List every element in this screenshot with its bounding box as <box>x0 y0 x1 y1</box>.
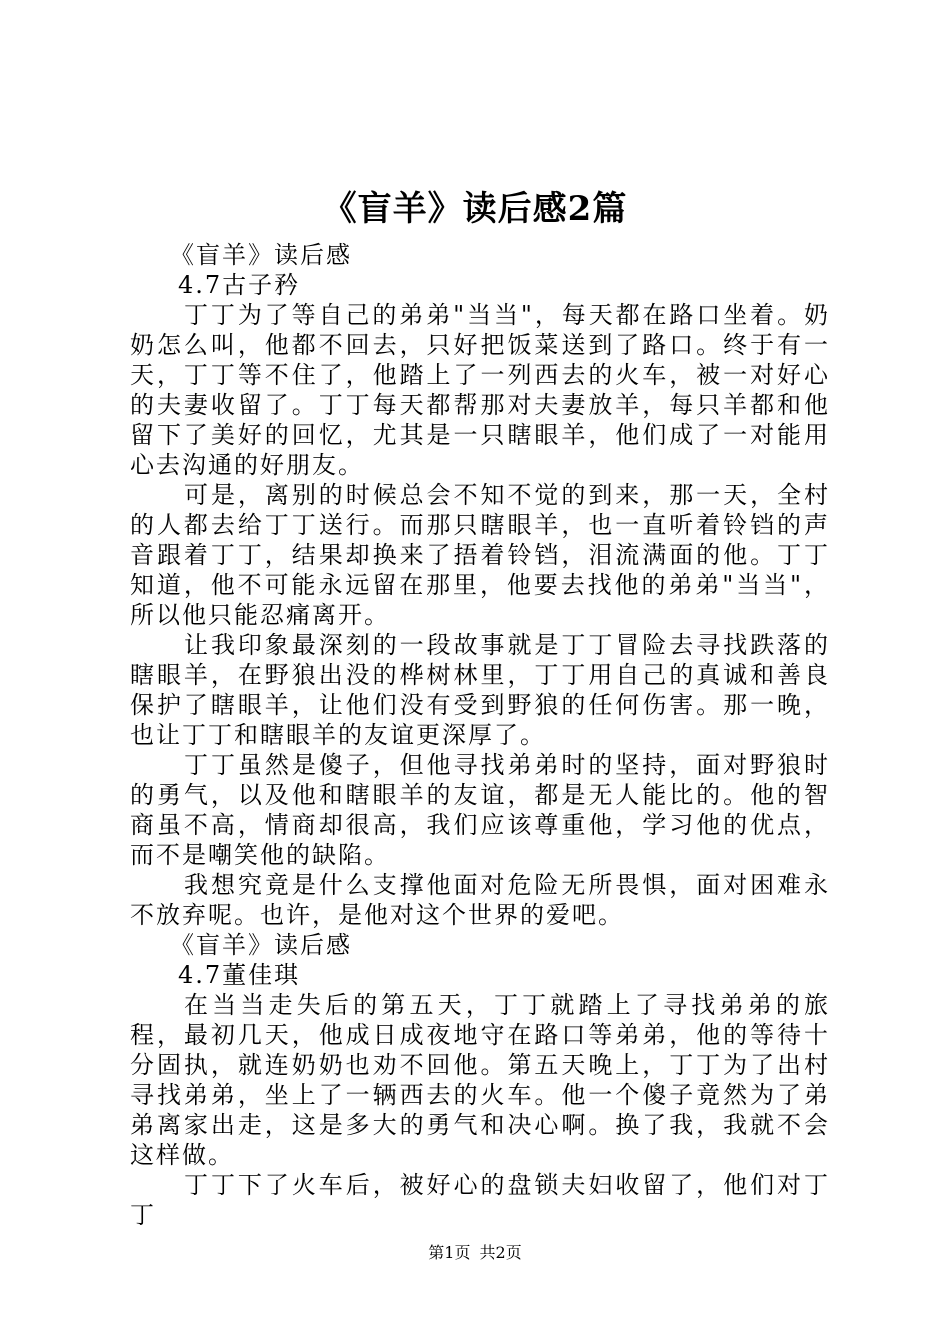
document-body <box>130 240 830 1230</box>
paragraph: 丁丁虽然是傻子，但他寻找弟弟时的坚持，面对野狼时的勇气，以及他和瞎眼羊的友谊，都是无人能比的。他的智商虽不高，情商却很高，我们应该尊重他，学习他的优点，而不是嘲笑他的缺陷。 <box>130 751 830 869</box>
paragraph: 可是，离别的时候总会不知不觉的到来，那一天，全村的人都去给丁丁送行。而那只瞎眼羊，也一直听着铃铛的声音跟着丁丁，结果却换来了捂着铃铛，泪流满面的他。丁丁知道，他不可能永远留在那里，他要去找他的弟弟"当当"，所以他只能忍痛离开。 <box>130 481 830 629</box>
paragraph: 丁丁下了火车后，被好心的盘锁夫妇收留了，他们对丁丁 <box>130 1171 830 1229</box>
paragraph: 让我印象最深刻的一段故事就是丁丁冒险去寻找跌落的瞎眼羊，在野狼出没的桦树林里，丁丁用自己的真诚和善良保护了瞎眼羊，让他们没有受到野狼的任何伤害。那一晚，也让丁丁和瞎眼羊的友谊更深厚了。 <box>130 631 830 749</box>
paragraph: 在当当走失后的第五天，丁丁就踏上了寻找弟弟的旅程，最初几天，他成日成夜地守在路口等弟弟，他的等待十分固执，就连奶奶也劝不回他。第五天晚上，丁丁为了出村寻找弟弟，坐上了一辆西去的火车。他一个傻子竟然为了弟弟离家出走，这是多大的勇气和决心啊。换了我，我就不会这样做。 <box>130 991 830 1169</box>
paragraph: 我想究竟是什么支撑他面对危险无所畏惧，面对困难永不放弃呢。也许，是他对这个世界的爱吧。 <box>130 871 830 929</box>
essay-heading: 《盲羊》读后感 <box>170 241 352 269</box>
document-title: 《盲羊》读后感2篇 <box>322 189 628 229</box>
essay-author: 4.7董佳琪 <box>178 961 301 989</box>
page-total: 共2页 <box>479 1243 522 1262</box>
page-footer <box>0 1241 950 1265</box>
page-number: 第1页 <box>428 1243 471 1262</box>
essay-heading: 《盲羊》读后感 <box>170 931 352 959</box>
paragraph: 丁丁为了等自己的弟弟"当当"，每天都在路口坐着。奶奶怎么叫，他都不回去，只好把饭菜送到了路口。终于有一天，丁丁等不住了，他踏上了一列西去的火车，被一对好心的夫妻收留了。丁丁每天都帮那对夫妻放羊，每只羊都和他留下了美好的回忆，尤其是一只瞎眼羊，他们成了一对能用心去沟通的好朋友。 <box>130 301 830 479</box>
essay-author: 4.7古子矜 <box>178 271 301 299</box>
